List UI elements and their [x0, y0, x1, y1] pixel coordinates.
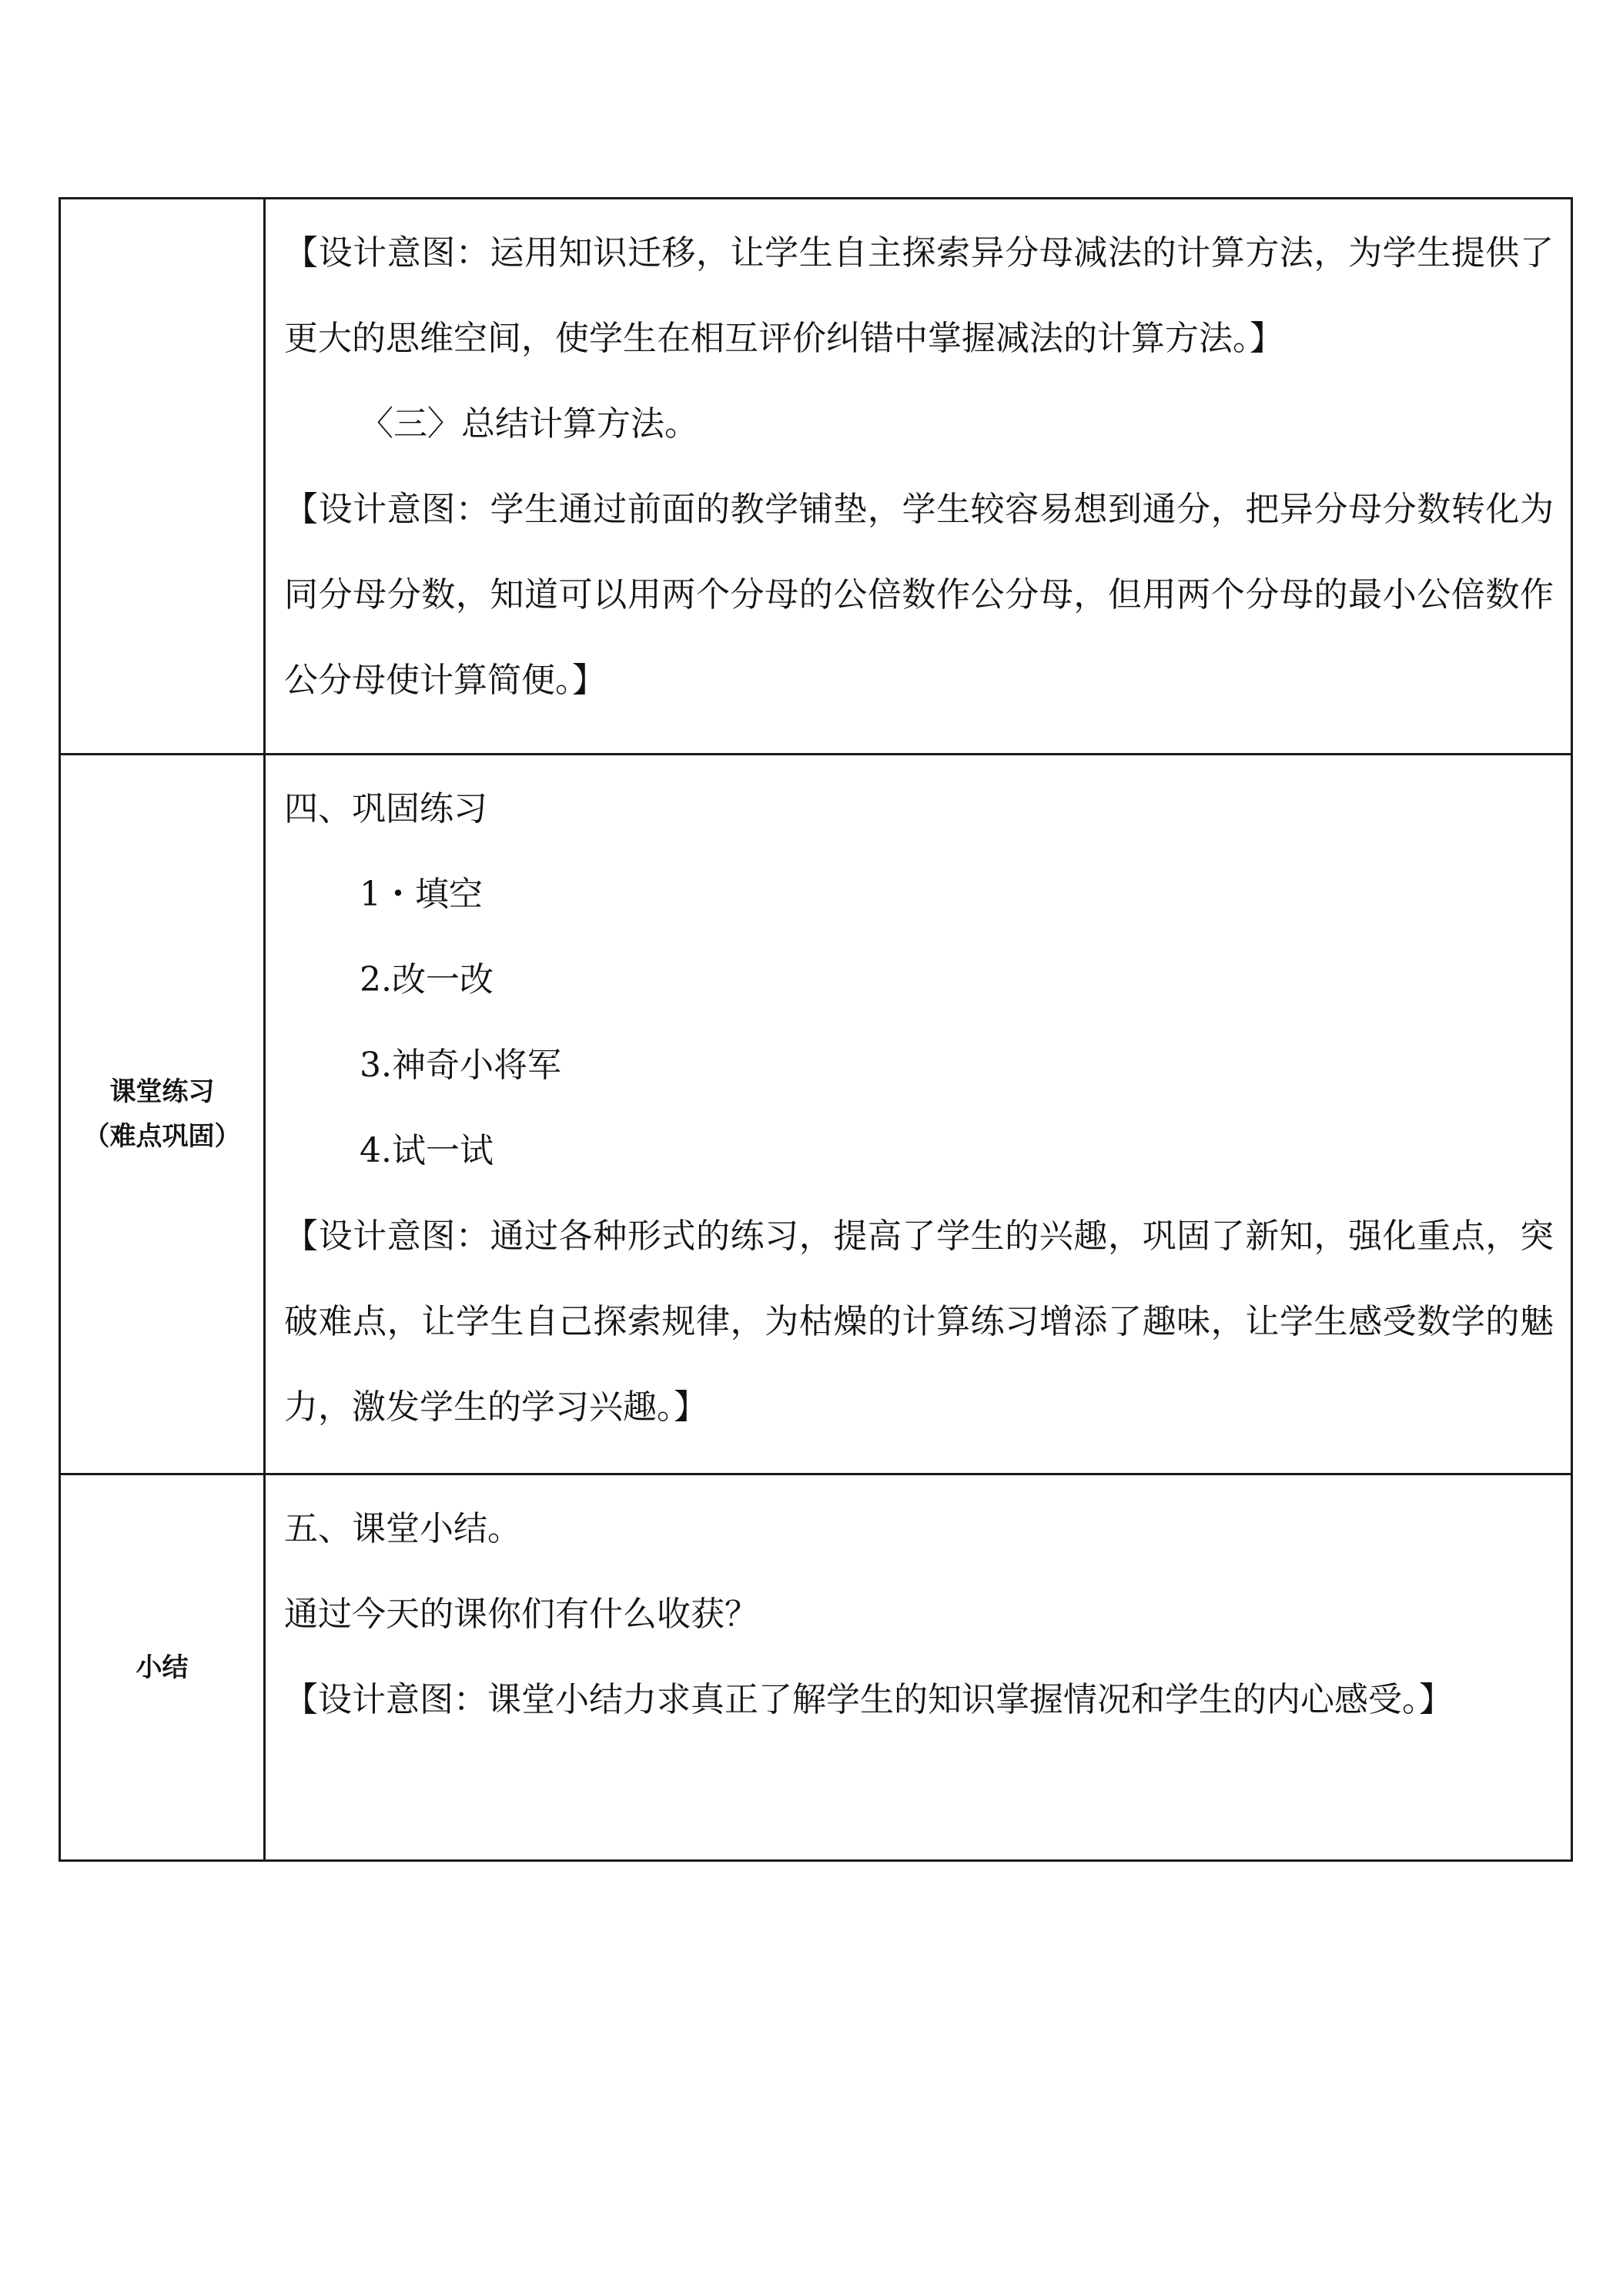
row-content — [265, 755, 1572, 1474]
list-item: 1・填空 — [360, 875, 483, 914]
list-item: 4.试一试 — [360, 1131, 494, 1170]
lesson-plan-table — [59, 197, 1573, 1862]
design-intent-paragraph: 【设计意图：运用知识迁移，让学生自主探索异分母减法的计算方法，为学生提供了更大的思维空间，使学生在相互评价纠错中掌握减法的计算方法。】 — [284, 233, 1554, 358]
list-item: 3.神奇小将军 — [360, 1046, 561, 1085]
section-heading: 五、课堂小结。 — [284, 1509, 521, 1548]
design-intent-paragraph: 【设计意图：课堂小结力求真正了解学生的知识掌握情况和学生的内心感受。】 — [284, 1680, 1453, 1719]
row-label-line: （难点巩固） — [83, 1121, 241, 1152]
row-label-empty — [60, 199, 265, 755]
design-intent-paragraph: 【设计意图：学生通过前面的教学铺垫，学生较容易想到通分，把异分母分数转化为同分母分数，知道可以用两个分母的公倍数作公分母，但用两个分母的最小公倍数作公分母使计算简便。】 — [284, 490, 1554, 700]
row-label-summary — [60, 1474, 265, 1861]
section-heading: 四、巩固练习 — [284, 789, 487, 828]
row-content — [265, 1474, 1572, 1861]
table-row — [60, 1474, 1572, 1861]
row-label-line: 课堂练习 — [109, 1076, 215, 1107]
step-heading: 〈三〉总结计算方法。 — [360, 404, 698, 443]
list-item: 2.改一改 — [360, 960, 494, 999]
row-label-line: 小结 — [136, 1652, 189, 1683]
design-intent-paragraph: 【设计意图：通过各种形式的练习，提高了学生的兴趣，巩固了新知，强化重点，突破难点，让学生自己探索规律，为枯燥的计算练习增添了趣味，让学生感受数学的魅力，激发学生的学习兴趣。】 — [284, 1217, 1554, 1427]
table-row — [60, 755, 1572, 1474]
row-content — [265, 199, 1572, 755]
question-text: 通过今天的课你们有什么收获？ — [284, 1595, 758, 1634]
row-label-practice — [60, 755, 265, 1474]
table-row — [60, 199, 1572, 755]
